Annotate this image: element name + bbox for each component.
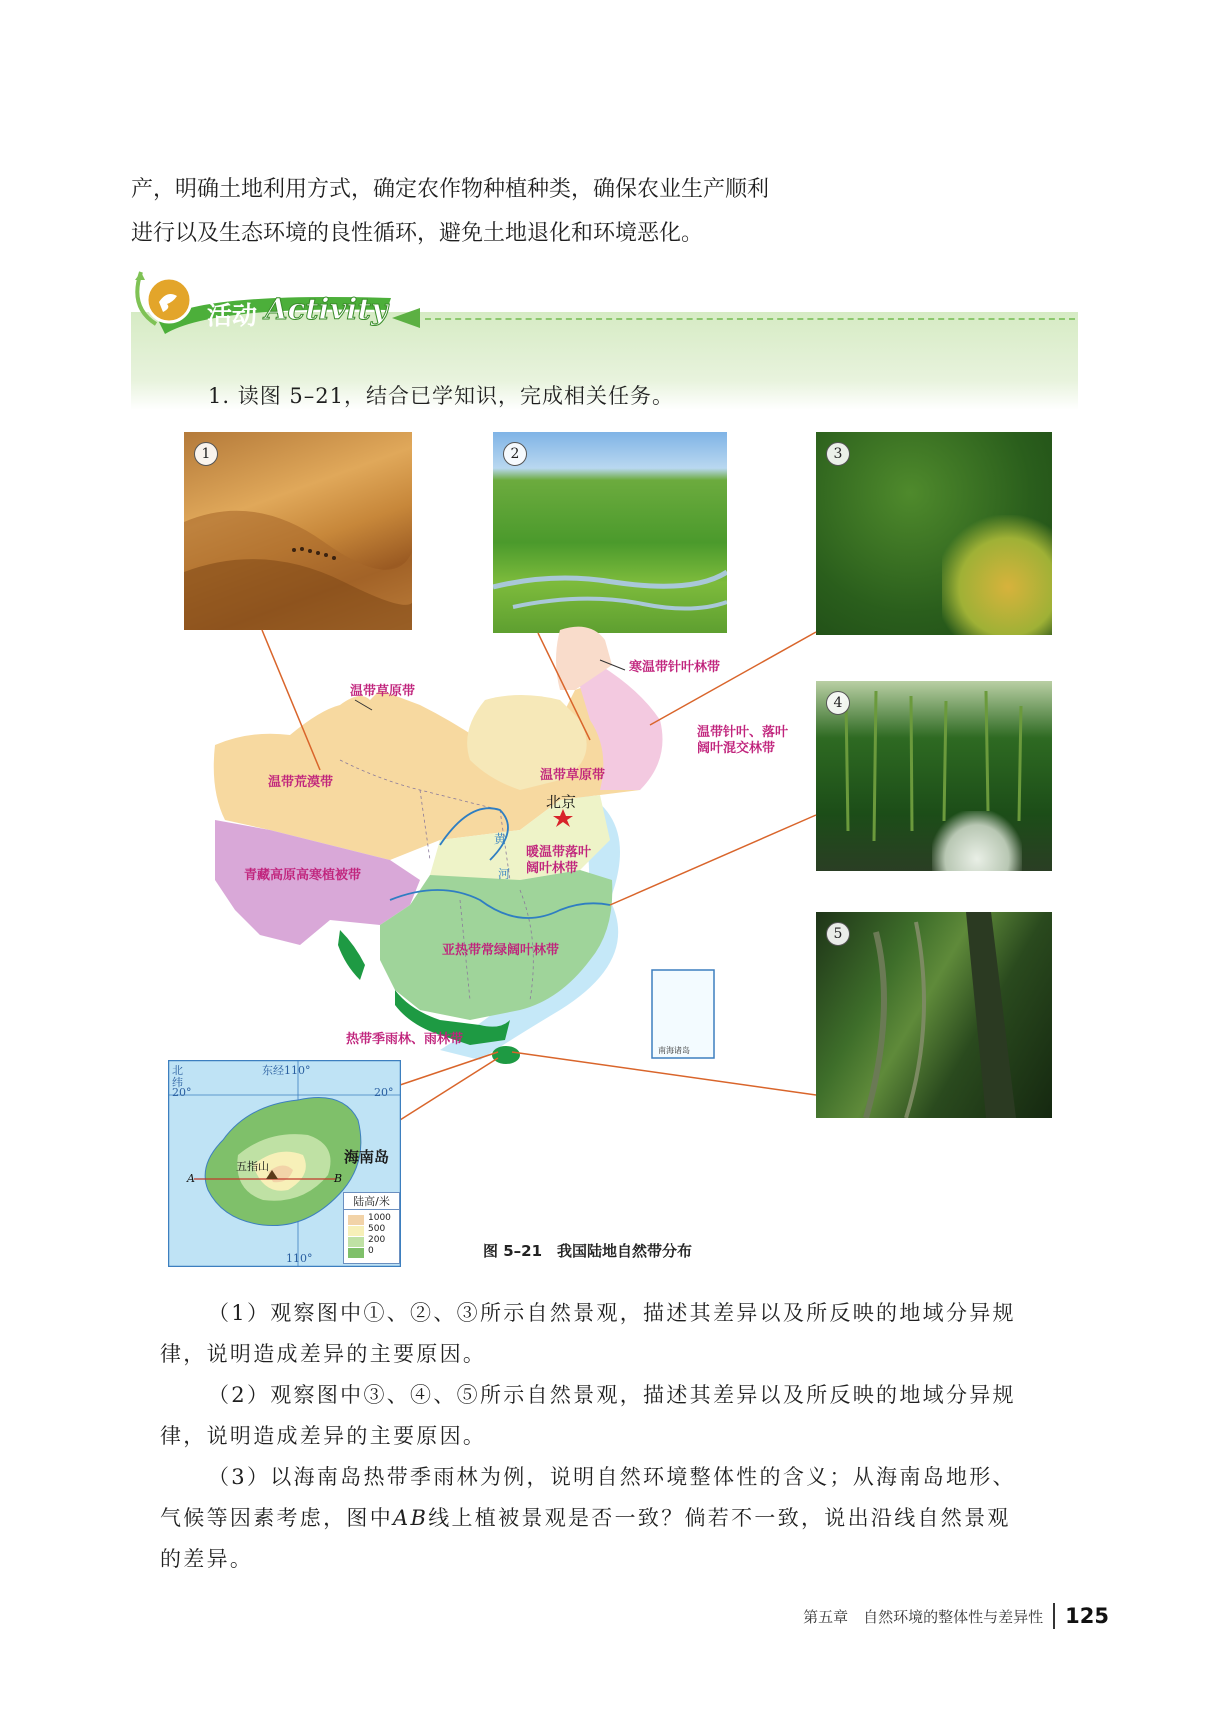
- page-footer: [803, 1603, 1109, 1629]
- label-cold-conifer: 寒温带针叶林带: [629, 660, 721, 675]
- label-he: 河: [498, 867, 511, 881]
- label-temperate-grass: 温带草原带: [540, 768, 606, 783]
- question-3-line-2: [160, 1498, 1050, 1539]
- photo-number: 3: [826, 442, 850, 466]
- legend-swatch: [348, 1248, 364, 1258]
- label-temperate-mixed-1: 温带针叶、落叶: [697, 725, 789, 740]
- label-warm-deciduous-2: 阔叶林带: [526, 861, 579, 876]
- inset-east-lon: 东经110°: [262, 1064, 311, 1077]
- label-temperate-grass-nw: 温带草原带: [350, 684, 416, 699]
- label-point-a: A: [187, 1172, 195, 1185]
- label-beijing: 北京: [546, 793, 577, 811]
- inset-lat-left: 20°: [172, 1086, 192, 1099]
- activity-label: 活动: [207, 301, 258, 330]
- legend-swatch: [348, 1215, 364, 1225]
- label-subtropical: 亚热带常绿阔叶林带: [442, 943, 560, 958]
- legend-value: 0: [368, 1246, 374, 1256]
- footer-divider: [1053, 1603, 1055, 1629]
- question-1-line-1: （1）观察图中①、②、③所示自然景观，描述其差异以及所反映的地域分异规: [208, 1301, 1016, 1325]
- label-wuzhishan: 五指山: [236, 1160, 269, 1173]
- label-south-sea: 南海诸岛: [658, 1046, 690, 1055]
- legend-value: 1000: [368, 1213, 391, 1223]
- legend-title: 陆高/米: [344, 1193, 399, 1210]
- page-number: 125: [1065, 1604, 1109, 1628]
- inset-lat: 纬: [172, 1076, 183, 1089]
- intro-line-2: 进行以及生态环境的良性循环，避免土地退化和环境恶化。: [131, 221, 704, 246]
- question-2-line-2: 律，说明造成差异的主要原因。: [160, 1424, 487, 1448]
- photo-number: 4: [826, 691, 850, 715]
- question-2-line-1: （2）观察图中③、④、⑤所示自然景观，描述其差异以及所反映的地域分异规: [208, 1383, 1016, 1407]
- question-3-line-3: 的差异。: [160, 1547, 254, 1571]
- inset-lat-right: 20°: [374, 1086, 394, 1099]
- legend-value: 200: [368, 1235, 386, 1245]
- legend-value: 500: [368, 1224, 386, 1234]
- label-tropical: 热带季雨林、雨林带: [346, 1032, 464, 1047]
- elevation-legend: [343, 1192, 400, 1264]
- label-tibet-plateau: 青藏高原高寒植被带: [244, 868, 362, 883]
- legend-swatch: [348, 1226, 364, 1236]
- question-3-text-a: 气候等因素考虑，图中: [160, 1506, 393, 1530]
- photo-number: 2: [503, 442, 527, 466]
- legend-swatch: [348, 1237, 364, 1247]
- inset-lon-bottom: 110°: [286, 1252, 313, 1265]
- label-temperate-desert: 温带荒漠带: [268, 775, 334, 790]
- photo-number: 5: [826, 922, 850, 946]
- figure-caption: 图 5–21 我国陆地自然带分布: [483, 1242, 693, 1260]
- label-point-b: B: [334, 1172, 343, 1185]
- label-warm-deciduous-1: 暖温带落叶: [526, 845, 592, 860]
- label-temperate-mixed-2: 阔叶混交林带: [697, 741, 776, 756]
- inset-north: 北: [172, 1064, 183, 1077]
- question-3-ab: AB: [393, 1506, 429, 1530]
- question-1-line-2: 律，说明造成差异的主要原因。: [160, 1342, 487, 1366]
- task-1: 1. 读图 5–21，结合已学知识，完成相关任务。: [208, 384, 674, 408]
- photo-number: 1: [194, 442, 218, 466]
- label-huang: 黄: [494, 832, 507, 846]
- activity-label-en: Activity: [265, 292, 388, 326]
- chapter-title: 第五章 自然环境的整体性与差异性: [803, 1607, 1044, 1626]
- intro-line-1: 产，明确土地利用方式，确定农作物种植种类，确保农业生产顺利: [131, 177, 770, 202]
- questions: [160, 1293, 1050, 1580]
- label-hainan: 海南岛: [344, 1148, 390, 1166]
- question-3-line-1: （3）以海南岛热带季雨林为例，说明自然环境整体性的含义；从海南岛地形、: [208, 1465, 1016, 1489]
- question-3-text-b: 线上植被景观是否一致？倘若不一致，说出沿线自然景观: [428, 1506, 1011, 1530]
